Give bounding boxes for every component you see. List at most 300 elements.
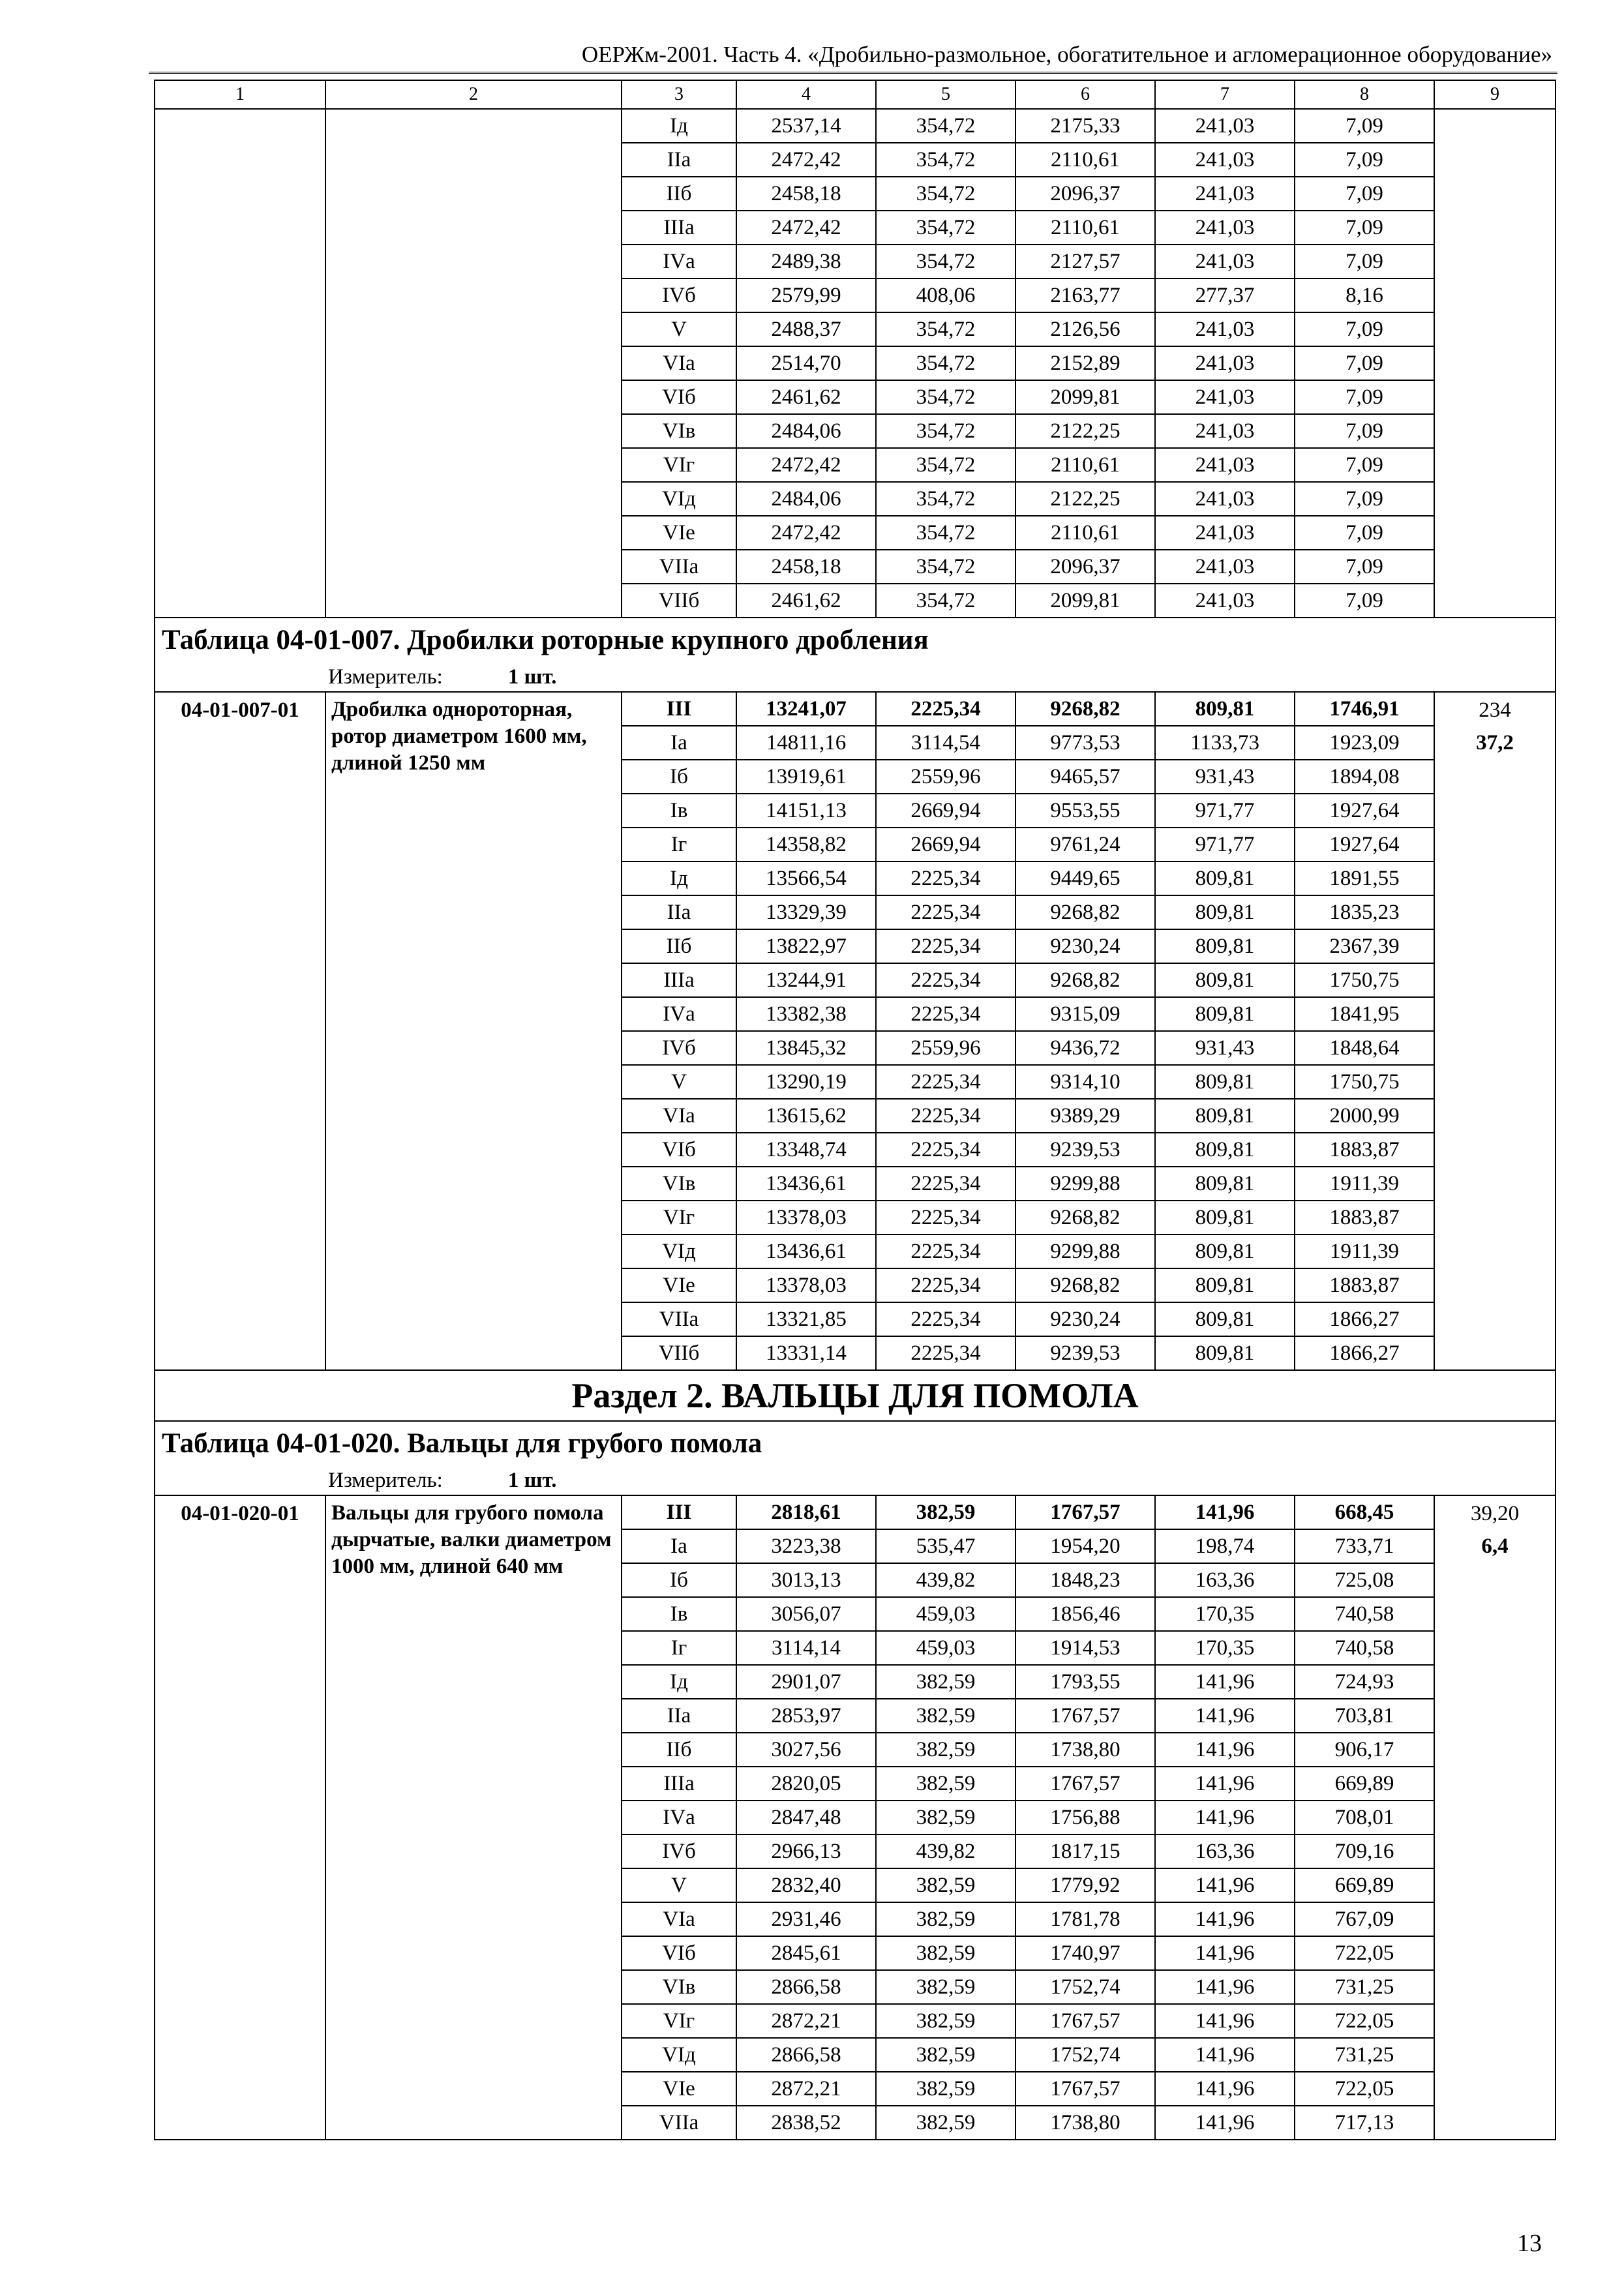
column-header: 6	[1015, 80, 1155, 109]
zone-cell: VIе	[622, 2072, 736, 2106]
value-cell: 459,03	[876, 1631, 1015, 1665]
value-cell: 382,59	[876, 1733, 1015, 1767]
unit-value: 39,20	[1470, 1502, 1520, 1525]
value-cell: 2559,96	[876, 1031, 1015, 1065]
value-cell: 2845,61	[736, 1936, 876, 1970]
zone-cell: Iв	[622, 1597, 736, 1631]
value-cell: 1740,97	[1015, 1936, 1155, 1970]
value-cell: 740,58	[1295, 1631, 1434, 1665]
value-cell: 13321,85	[736, 1302, 876, 1336]
value-cell: 2099,81	[1015, 584, 1155, 618]
measure-row	[155, 663, 1556, 692]
value-cell: 354,72	[876, 245, 1015, 278]
zone-cell: VIг	[622, 448, 736, 482]
value-cell: 277,37	[1155, 278, 1295, 312]
value-cell: 2225,34	[876, 1268, 1015, 1302]
value-cell: 2461,62	[736, 584, 876, 618]
value-cell: 2484,06	[736, 414, 876, 448]
value-cell: 2225,34	[876, 1201, 1015, 1234]
value-cell: 13845,32	[736, 1031, 876, 1065]
value-cell: 7,09	[1295, 312, 1434, 346]
zone-cell: VIд	[622, 482, 736, 516]
value-cell: 2488,37	[736, 312, 876, 346]
value-cell: 241,03	[1155, 109, 1295, 143]
zone-cell: V	[622, 312, 736, 346]
value-cell: 2866,58	[736, 1970, 876, 2004]
value-cell: 382,59	[876, 1665, 1015, 1699]
value-cell: 2225,34	[876, 895, 1015, 929]
measure-label: Измеритель:	[328, 665, 443, 689]
value-cell: 9230,24	[1015, 929, 1155, 963]
value-cell: 354,72	[876, 448, 1015, 482]
value-cell: 14811,16	[736, 726, 876, 760]
unit-value: 37,2	[1476, 731, 1514, 755]
value-cell: 382,59	[876, 2106, 1015, 2140]
value-cell: 2225,34	[876, 692, 1015, 726]
value-cell: 2110,61	[1015, 143, 1155, 177]
value-cell: 2838,52	[736, 2106, 876, 2140]
value-cell: 141,96	[1155, 1699, 1295, 1733]
value-cell: 2096,37	[1015, 177, 1155, 211]
zone-cell: VIб	[622, 380, 736, 414]
value-cell: 3114,54	[876, 726, 1015, 760]
value-cell: 141,96	[1155, 1902, 1295, 1936]
value-cell: 2472,42	[736, 516, 876, 550]
value-cell: 354,72	[876, 380, 1015, 414]
value-cell: 2096,37	[1015, 550, 1155, 584]
value-cell: 2461,62	[736, 380, 876, 414]
value-cell: 2489,38	[736, 245, 876, 278]
value-cell: 2559,96	[876, 760, 1015, 794]
value-cell: 767,09	[1295, 1902, 1434, 1936]
value-cell: 1817,15	[1015, 1834, 1155, 1868]
value-cell: 725,08	[1295, 1563, 1434, 1597]
value-cell: 141,96	[1155, 2106, 1295, 2140]
value-cell: 9389,29	[1015, 1099, 1155, 1133]
zone-cell: IIа	[622, 1699, 736, 1733]
value-cell: 3114,14	[736, 1631, 876, 1665]
zone-cell: VIа	[622, 346, 736, 380]
value-cell: 170,35	[1155, 1631, 1295, 1665]
value-cell: 141,96	[1155, 1495, 1295, 1529]
value-cell: 13378,03	[736, 1201, 876, 1234]
value-cell: 439,82	[876, 1834, 1015, 1868]
table-title-row	[155, 618, 1556, 663]
value-cell: 2122,25	[1015, 482, 1155, 516]
value-cell: 7,09	[1295, 177, 1434, 211]
value-cell: 2225,34	[876, 997, 1015, 1031]
value-cell: 9553,55	[1015, 794, 1155, 828]
value-cell: 13290,19	[736, 1065, 876, 1099]
zone-cell: VIг	[622, 1201, 736, 1234]
measure-row	[155, 1466, 1556, 1495]
value-cell: 703,81	[1295, 1699, 1434, 1733]
value-cell: 141,96	[1155, 1801, 1295, 1834]
value-cell: 13331,14	[736, 1336, 876, 1370]
value-cell: 9268,82	[1015, 692, 1155, 726]
value-cell: 354,72	[876, 346, 1015, 380]
value-cell: 2832,40	[736, 1868, 876, 1902]
zone-cell: Iа	[622, 1529, 736, 1563]
value-cell: 906,17	[1295, 1733, 1434, 1767]
value-cell: 1133,73	[1155, 726, 1295, 760]
value-cell: 809,81	[1155, 895, 1295, 929]
zone-cell: Iб	[622, 760, 736, 794]
zone-cell: VIIа	[622, 1302, 736, 1336]
column-header: 2	[325, 80, 622, 109]
value-cell: 7,09	[1295, 380, 1434, 414]
value-cell: 971,77	[1155, 794, 1295, 828]
table-title: Таблица 04-01-007. Дробилки роторные крупного дробления	[155, 618, 1556, 663]
value-cell: 241,03	[1155, 380, 1295, 414]
value-cell: 1927,64	[1295, 828, 1434, 861]
zone-cell: IVб	[622, 278, 736, 312]
value-cell: 2225,34	[876, 963, 1015, 997]
measure-cell	[155, 663, 1556, 692]
value-cell: 3027,56	[736, 1733, 876, 1767]
value-cell: 13241,07	[736, 692, 876, 726]
zone-cell: VIд	[622, 2038, 736, 2072]
value-cell: 2472,42	[736, 211, 876, 245]
value-cell: 9239,53	[1015, 1336, 1155, 1370]
value-cell: 2579,99	[736, 278, 876, 312]
value-cell: 668,45	[1295, 1495, 1434, 1529]
value-cell: 382,59	[876, 1801, 1015, 1834]
zone-cell: IIа	[622, 143, 736, 177]
value-cell: 731,25	[1295, 2038, 1434, 2072]
value-cell: 241,03	[1155, 584, 1295, 618]
value-cell: 9268,82	[1015, 1268, 1155, 1302]
value-cell: 2484,06	[736, 482, 876, 516]
value-cell: 722,05	[1295, 1936, 1434, 1970]
value-cell: 809,81	[1155, 1065, 1295, 1099]
value-cell: 141,96	[1155, 1665, 1295, 1699]
value-cell: 7,09	[1295, 584, 1434, 618]
value-cell: 809,81	[1155, 692, 1295, 726]
value-cell: 7,09	[1295, 448, 1434, 482]
zone-cell: Iг	[622, 1631, 736, 1665]
zone-cell: IVа	[622, 245, 736, 278]
value-cell: 2225,34	[876, 929, 1015, 963]
value-cell: 141,96	[1155, 1868, 1295, 1902]
value-cell: 354,72	[876, 177, 1015, 211]
zone-cell: V	[622, 1065, 736, 1099]
value-cell: 7,09	[1295, 346, 1434, 380]
value-cell: 2901,07	[736, 1665, 876, 1699]
value-cell: 382,59	[876, 1902, 1015, 1936]
value-cell: 2669,94	[876, 794, 1015, 828]
value-cell: 809,81	[1155, 1234, 1295, 1268]
value-cell: 740,58	[1295, 1597, 1434, 1631]
value-cell: 1866,27	[1295, 1336, 1434, 1370]
value-cell: 1767,57	[1015, 1767, 1155, 1801]
value-cell: 9436,72	[1015, 1031, 1155, 1065]
zone-cell: VIIа	[622, 550, 736, 584]
value-cell: 2000,99	[1295, 1099, 1434, 1133]
column-header: 5	[876, 80, 1015, 109]
zone-cell: IVа	[622, 997, 736, 1031]
value-cell: 13615,62	[736, 1099, 876, 1133]
value-cell: 2225,34	[876, 1099, 1015, 1133]
table-row	[155, 1495, 1556, 1529]
value-cell: 241,03	[1155, 414, 1295, 448]
value-cell: 382,59	[876, 1767, 1015, 1801]
value-cell: 354,72	[876, 550, 1015, 584]
value-cell: 163,36	[1155, 1563, 1295, 1597]
value-cell: 2225,34	[876, 1065, 1015, 1099]
value-cell: 354,72	[876, 414, 1015, 448]
value-cell: 731,25	[1295, 1970, 1434, 2004]
value-cell: 2152,89	[1015, 346, 1155, 380]
value-cell: 13436,61	[736, 1167, 876, 1201]
value-cell: 9239,53	[1015, 1133, 1155, 1167]
value-cell: 7,09	[1295, 550, 1434, 584]
value-cell: 2931,46	[736, 1902, 876, 1936]
value-cell: 2225,34	[876, 1302, 1015, 1336]
value-cell: 13329,39	[736, 895, 876, 929]
value-cell: 1954,20	[1015, 1529, 1155, 1563]
value-cell: 382,59	[876, 1699, 1015, 1733]
value-cell: 354,72	[876, 482, 1015, 516]
value-cell: 2110,61	[1015, 516, 1155, 550]
value-cell: 1923,09	[1295, 726, 1434, 760]
zone-cell: VIа	[622, 1902, 736, 1936]
code-cell: 04-01-007-01	[155, 692, 325, 1370]
value-cell: 669,89	[1295, 1767, 1434, 1801]
value-cell: 8,16	[1295, 278, 1434, 312]
zone-cell: Iд	[622, 109, 736, 143]
value-cell: 2847,48	[736, 1801, 876, 1834]
value-cell: 2866,58	[736, 2038, 876, 2072]
zone-cell: Iд	[622, 1665, 736, 1699]
value-cell: 13348,74	[736, 1133, 876, 1167]
table-title-row	[155, 1421, 1556, 1466]
value-cell: 13436,61	[736, 1234, 876, 1268]
value-cell: 241,03	[1155, 482, 1295, 516]
measure-label: Измеритель:	[328, 1469, 443, 1492]
value-cell: 354,72	[876, 143, 1015, 177]
value-cell: 2225,34	[876, 1234, 1015, 1268]
zone-cell: Iд	[622, 861, 736, 895]
value-cell: 1779,92	[1015, 1868, 1155, 1902]
value-cell: 1848,23	[1015, 1563, 1155, 1597]
value-cell: 809,81	[1155, 1268, 1295, 1302]
price-table	[154, 80, 1556, 2140]
value-cell: 1856,46	[1015, 1597, 1155, 1631]
zone-cell: V	[622, 1868, 736, 1902]
column-header: 9	[1434, 80, 1556, 109]
value-cell: 2872,21	[736, 2004, 876, 2038]
zone-cell: IIIа	[622, 211, 736, 245]
unit-value: 234	[1479, 698, 1511, 722]
value-cell: 1883,87	[1295, 1268, 1434, 1302]
zone-cell: Iг	[622, 828, 736, 861]
zone-cell: IIIа	[622, 963, 736, 997]
value-cell: 354,72	[876, 312, 1015, 346]
value-cell: 1750,75	[1295, 1065, 1434, 1099]
value-cell: 3013,13	[736, 1563, 876, 1597]
value-cell: 3056,07	[736, 1597, 876, 1631]
value-cell: 1746,91	[1295, 692, 1434, 726]
value-cell: 535,47	[876, 1529, 1015, 1563]
page-number: 13	[1517, 2230, 1542, 2257]
zone-cell: IIб	[622, 929, 736, 963]
section-row	[155, 1370, 1556, 1421]
value-cell: 2514,70	[736, 346, 876, 380]
value-cell: 141,96	[1155, 1733, 1295, 1767]
value-cell: 1883,87	[1295, 1133, 1434, 1167]
value-cell: 2472,42	[736, 448, 876, 482]
value-cell: 241,03	[1155, 211, 1295, 245]
value-cell: 724,93	[1295, 1665, 1434, 1699]
value-cell: 1841,95	[1295, 997, 1434, 1031]
value-cell: 408,06	[876, 278, 1015, 312]
value-cell: 459,03	[876, 1597, 1015, 1631]
value-cell: 1848,64	[1295, 1031, 1434, 1065]
measure-cell	[155, 1466, 1556, 1495]
value-cell: 2225,34	[876, 861, 1015, 895]
name-cell	[325, 109, 622, 618]
value-cell: 809,81	[1155, 861, 1295, 895]
unit-cell	[1434, 1495, 1556, 2140]
page-header	[149, 38, 1557, 74]
value-cell: 14151,13	[736, 794, 876, 828]
value-cell: 708,01	[1295, 1801, 1434, 1834]
value-cell: 9268,82	[1015, 1201, 1155, 1234]
value-cell: 2853,97	[736, 1699, 876, 1733]
zone-cell: III	[622, 692, 736, 726]
value-cell: 2127,57	[1015, 245, 1155, 278]
value-cell: 931,43	[1155, 760, 1295, 794]
value-cell: 722,05	[1295, 2004, 1434, 2038]
value-cell: 382,59	[876, 1495, 1015, 1529]
value-cell: 9230,24	[1015, 1302, 1155, 1336]
name-cell: Вальцы для грубого помола дырчатые, валки диаметром 1000 мм, длиной 640 мм	[325, 1495, 622, 2140]
value-cell: 163,36	[1155, 1834, 1295, 1868]
value-cell: 1756,88	[1015, 1801, 1155, 1834]
code-cell	[155, 109, 325, 618]
value-cell: 1738,80	[1015, 1733, 1155, 1767]
value-cell: 2537,14	[736, 109, 876, 143]
value-cell: 2669,94	[876, 828, 1015, 861]
value-cell: 241,03	[1155, 550, 1295, 584]
value-cell: 1738,80	[1015, 2106, 1155, 2140]
value-cell: 2458,18	[736, 550, 876, 584]
zone-cell: IVб	[622, 1834, 736, 1868]
value-cell: 717,13	[1295, 2106, 1434, 2140]
value-cell: 382,59	[876, 2072, 1015, 2106]
value-cell: 241,03	[1155, 245, 1295, 278]
value-cell: 7,09	[1295, 245, 1434, 278]
value-cell: 170,35	[1155, 1597, 1295, 1631]
value-cell: 1911,39	[1295, 1167, 1434, 1201]
value-cell: 2110,61	[1015, 448, 1155, 482]
value-cell: 809,81	[1155, 929, 1295, 963]
value-cell: 1767,57	[1015, 1699, 1155, 1733]
value-cell: 13919,61	[736, 760, 876, 794]
value-cell: 1781,78	[1015, 1902, 1155, 1936]
zone-cell: VIа	[622, 1099, 736, 1133]
value-cell: 733,71	[1295, 1529, 1434, 1563]
value-cell: 722,05	[1295, 2072, 1434, 2106]
value-cell: 2225,34	[876, 1336, 1015, 1370]
value-cell: 1883,87	[1295, 1201, 1434, 1234]
value-cell: 13566,54	[736, 861, 876, 895]
value-cell: 241,03	[1155, 346, 1295, 380]
value-cell: 2225,34	[876, 1133, 1015, 1167]
value-cell: 382,59	[876, 1936, 1015, 1970]
value-cell: 2122,25	[1015, 414, 1155, 448]
zone-cell: VIб	[622, 1936, 736, 1970]
zone-cell: VIIб	[622, 1336, 736, 1370]
value-cell: 809,81	[1155, 1167, 1295, 1201]
value-cell: 9315,09	[1015, 997, 1155, 1031]
value-cell: 439,82	[876, 1563, 1015, 1597]
zone-cell: VIе	[622, 1268, 736, 1302]
column-header-row	[155, 80, 1556, 109]
zone-cell: IVа	[622, 1801, 736, 1834]
table-row	[155, 109, 1556, 143]
value-cell: 241,03	[1155, 312, 1295, 346]
value-cell: 1793,55	[1015, 1665, 1155, 1699]
zone-cell: IIа	[622, 895, 736, 929]
value-cell: 2872,21	[736, 2072, 876, 2106]
value-cell: 809,81	[1155, 1099, 1295, 1133]
value-cell: 809,81	[1155, 1336, 1295, 1370]
zone-cell: VIIб	[622, 584, 736, 618]
zone-cell: Iа	[622, 726, 736, 760]
value-cell: 809,81	[1155, 1201, 1295, 1234]
unit-cell	[1434, 109, 1556, 618]
column-header: 7	[1155, 80, 1295, 109]
value-cell: 9299,88	[1015, 1167, 1155, 1201]
value-cell: 1891,55	[1295, 861, 1434, 895]
value-cell: 241,03	[1155, 143, 1295, 177]
value-cell: 7,09	[1295, 414, 1434, 448]
value-cell: 9314,10	[1015, 1065, 1155, 1099]
value-cell: 9268,82	[1015, 963, 1155, 997]
zone-cell: III	[622, 1495, 736, 1529]
value-cell: 141,96	[1155, 2072, 1295, 2106]
value-cell: 241,03	[1155, 448, 1295, 482]
value-cell: 9268,82	[1015, 895, 1155, 929]
zone-cell: VIв	[622, 1970, 736, 2004]
zone-cell: VIв	[622, 1167, 736, 1201]
unit-value: 6,4	[1481, 1534, 1509, 1558]
value-cell: 354,72	[876, 109, 1015, 143]
value-cell: 354,72	[876, 516, 1015, 550]
header-title: ОЕРЖм-2001. Часть 4. «Дробильно-размольное, обогатительное и агломерационное оборудование»	[581, 42, 1552, 67]
value-cell: 141,96	[1155, 2004, 1295, 2038]
value-cell: 1911,39	[1295, 1234, 1434, 1268]
column-header: 1	[155, 80, 325, 109]
value-cell: 13378,03	[736, 1268, 876, 1302]
value-cell: 2175,33	[1015, 109, 1155, 143]
zone-cell: VIе	[622, 516, 736, 550]
value-cell: 1767,57	[1015, 1495, 1155, 1529]
value-cell: 669,89	[1295, 1868, 1434, 1902]
value-cell: 809,81	[1155, 1302, 1295, 1336]
value-cell: 2818,61	[736, 1495, 876, 1529]
value-cell: 141,96	[1155, 1970, 1295, 2004]
value-cell: 2367,39	[1295, 929, 1434, 963]
measure-value: 1 шт.	[507, 665, 557, 689]
table-row	[155, 692, 1556, 726]
document-body	[154, 80, 1555, 2140]
code-cell: 04-01-020-01	[155, 1495, 325, 2140]
value-cell: 9761,24	[1015, 828, 1155, 861]
value-cell: 354,72	[876, 584, 1015, 618]
